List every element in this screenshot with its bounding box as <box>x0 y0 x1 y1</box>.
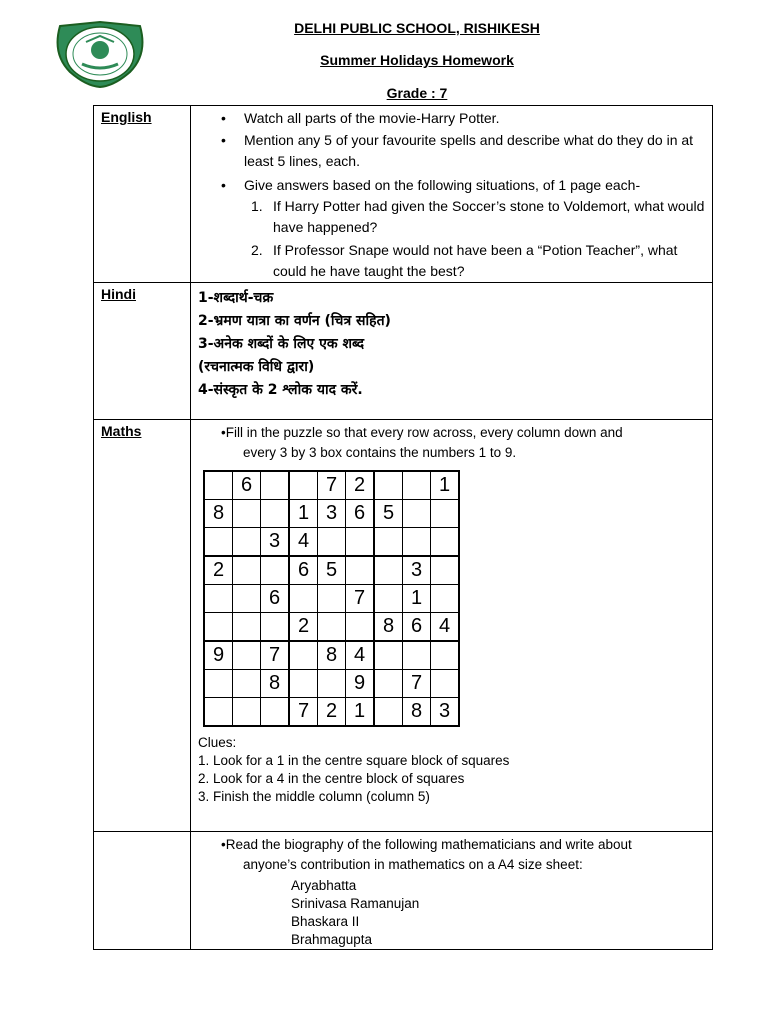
sudoku-cell <box>233 556 261 585</box>
sudoku-row <box>204 613 459 642</box>
homework-table <box>93 105 713 950</box>
english-task-3: • Give answers based on the following situations, of 1 page each- <box>221 177 641 193</box>
sudoku-row <box>204 500 459 528</box>
sudoku-cell <box>233 698 261 727</box>
sudoku-cell: 7 <box>318 471 346 500</box>
sudoku-cell <box>233 500 261 528</box>
sudoku-cell <box>261 698 290 727</box>
sudoku-row <box>204 528 459 557</box>
sudoku-cell: 1 <box>431 471 460 500</box>
sudoku-cell: 1 <box>289 500 318 528</box>
sudoku-cell: 3 <box>318 500 346 528</box>
sudoku-cell: 2 <box>204 556 233 585</box>
sudoku-cell <box>318 528 346 557</box>
sudoku-cell <box>431 670 460 698</box>
sudoku-cell <box>318 670 346 698</box>
sudoku-cell <box>403 471 431 500</box>
grade-label: Grade : 7 <box>386 85 448 101</box>
sudoku-cell: 4 <box>289 528 318 557</box>
sudoku-cell <box>261 471 290 500</box>
sudoku-cell: 6 <box>233 471 261 500</box>
hindi-task-3-note: (रचनात्मक विधि द्वारा) <box>198 359 315 375</box>
mathematician-2: Srinivasa Ramanujan <box>291 896 420 911</box>
sudoku-instruction-line-2: every 3 by 3 box contains the numbers 1 to 9. <box>243 445 517 460</box>
sudoku-cell <box>204 698 233 727</box>
sudoku-cell <box>374 556 403 585</box>
sudoku-cell <box>204 585 233 613</box>
sudoku-cell: 6 <box>403 613 431 642</box>
hindi-task-3: 3-अनेक शब्दों के लिए एक शब्द <box>198 336 365 352</box>
sudoku-cell: 6 <box>261 585 290 613</box>
clue-2: 2. Look for a 4 in the centre block of squares <box>198 771 465 786</box>
sudoku-cell <box>261 556 290 585</box>
sudoku-cell: 7 <box>346 585 375 613</box>
sudoku-cell <box>431 585 460 613</box>
sudoku-cell: 7 <box>403 670 431 698</box>
sudoku-cell: 2 <box>289 613 318 642</box>
sudoku-row <box>204 698 459 727</box>
subject-maths: Maths <box>94 420 191 832</box>
sudoku-cell: 2 <box>318 698 346 727</box>
sudoku-cell: 5 <box>374 500 403 528</box>
sudoku-cell: 3 <box>261 528 290 557</box>
sudoku-cell: 8 <box>318 641 346 670</box>
sudoku-cell <box>346 613 375 642</box>
sudoku-cell: 1 <box>403 585 431 613</box>
sudoku-cell <box>204 670 233 698</box>
sudoku-cell: 6 <box>289 556 318 585</box>
sudoku-cell <box>289 471 318 500</box>
sudoku-cell <box>374 641 403 670</box>
sudoku-row <box>204 670 459 698</box>
clues-title: Clues: <box>198 735 237 750</box>
maths-row <box>94 420 713 832</box>
sudoku-cell <box>403 500 431 528</box>
sudoku-cell <box>289 641 318 670</box>
sudoku-cell: 8 <box>261 670 290 698</box>
document-title: Summer Holidays Homework <box>320 52 514 68</box>
sudoku-cell: 5 <box>318 556 346 585</box>
sudoku-cell <box>233 613 261 642</box>
sudoku-cell: 4 <box>431 613 460 642</box>
sudoku-cell <box>374 670 403 698</box>
sudoku-cell: 1 <box>346 698 375 727</box>
sudoku-instruction-line-1: •Fill in the puzzle so that every row across, every column down and <box>221 425 623 440</box>
hindi-row <box>94 283 713 420</box>
sudoku-cell <box>431 556 460 585</box>
sudoku-cell <box>403 641 431 670</box>
sudoku-row <box>204 641 459 670</box>
sudoku-cell <box>374 471 403 500</box>
sudoku-cell <box>233 670 261 698</box>
clue-1: 1. Look for a 1 in the centre square block of squares <box>198 753 510 768</box>
english-question-1: 1. If Harry Potter had given the Soccer’s stone to Voldemort, what would have happened? <box>251 198 705 235</box>
biography-instruction-line-1: •Read the biography of the following mathematicians and write about <box>221 837 632 852</box>
sudoku-cell <box>403 528 431 557</box>
sudoku-cell <box>431 500 460 528</box>
mathematician-3: Bhaskara II <box>291 914 360 929</box>
sudoku-grid <box>203 470 460 727</box>
sudoku-cell: 3 <box>431 698 460 727</box>
sudoku-cell <box>374 585 403 613</box>
sudoku-cell: 7 <box>261 641 290 670</box>
sudoku-cell <box>204 528 233 557</box>
sudoku-cell: 4 <box>346 641 375 670</box>
sudoku-cell <box>289 585 318 613</box>
sudoku-cell: 3 <box>403 556 431 585</box>
english-task-2: • Mention any 5 of your favourite spells and describe what do they do in at least 5 lines, each. <box>221 132 694 169</box>
sudoku-row <box>204 585 459 613</box>
english-task-1: • Watch all parts of the movie-Harry Potter. <box>221 110 500 126</box>
english-row <box>94 106 713 283</box>
hindi-task-1: 1-शब्दार्थ-चक्र <box>198 290 274 306</box>
sudoku-cell: 9 <box>346 670 375 698</box>
sudoku-cell <box>346 556 375 585</box>
sudoku-cell: 7 <box>289 698 318 727</box>
sudoku-cell: 6 <box>346 500 375 528</box>
sudoku-cell: 8 <box>403 698 431 727</box>
sudoku-cell <box>233 585 261 613</box>
clue-3: 3. Finish the middle column (column 5) <box>198 789 430 804</box>
biography-row <box>94 832 713 950</box>
school-name: DELHI PUBLIC SCHOOL, RISHIKESH <box>294 20 540 36</box>
subject-english: English <box>94 106 191 283</box>
sudoku-cell <box>431 528 460 557</box>
mathematician-1: Aryabhatta <box>291 878 357 893</box>
sudoku-cell: 9 <box>204 641 233 670</box>
sudoku-cell: 2 <box>346 471 375 500</box>
sudoku-cell: 8 <box>204 500 233 528</box>
sudoku-row <box>204 471 459 500</box>
sudoku-cell <box>431 641 460 670</box>
sudoku-cell <box>233 641 261 670</box>
english-question-2: 2. If Professor Snape would not have been a “Potion Teacher”, what could he have taught the best? <box>251 242 678 279</box>
biography-instruction-line-2: anyone’s contribution in mathematics on a A4 size sheet: <box>243 857 583 872</box>
sudoku-cell <box>233 528 261 557</box>
sudoku-cell <box>318 613 346 642</box>
sudoku-cell <box>289 670 318 698</box>
hindi-task-4: 4-संस्कृत के 2 श्लोक याद करें. <box>198 382 363 398</box>
subject-hindi: Hindi <box>94 283 191 420</box>
sudoku-cell <box>261 500 290 528</box>
subject-blank <box>94 832 191 950</box>
sudoku-cell <box>346 528 375 557</box>
sudoku-cell <box>261 613 290 642</box>
mathematician-4: Brahmagupta <box>291 932 373 947</box>
sudoku-cell: 8 <box>374 613 403 642</box>
hindi-task-2: 2-भ्रमण यात्रा का वर्णन (चित्र सहित) <box>198 313 391 329</box>
sudoku-cell <box>374 528 403 557</box>
sudoku-cell <box>374 698 403 727</box>
sudoku-cell <box>204 471 233 500</box>
sudoku-row <box>204 556 459 585</box>
sudoku-cell <box>318 585 346 613</box>
sudoku-cell <box>204 613 233 642</box>
